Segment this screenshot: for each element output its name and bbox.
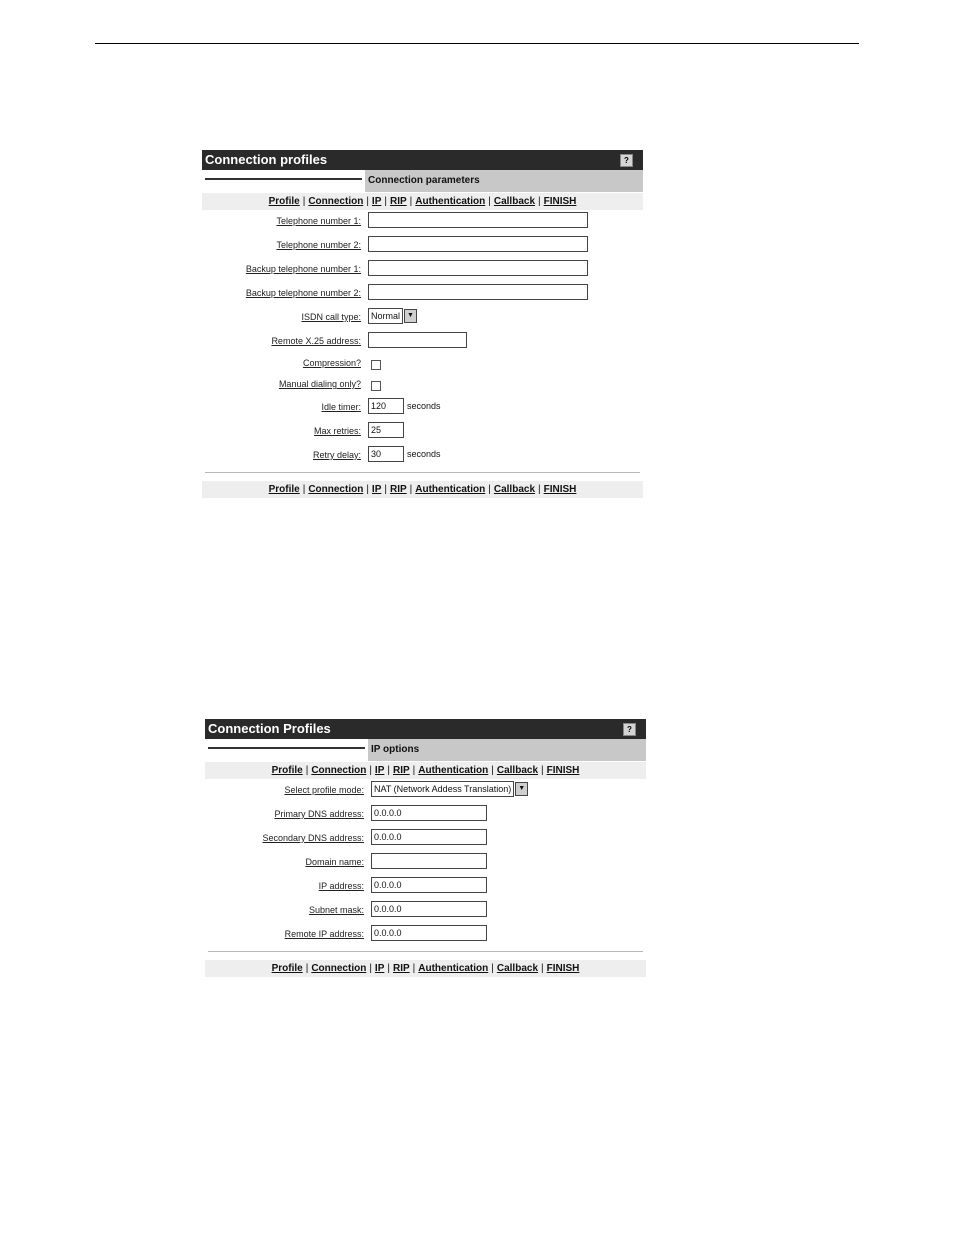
- wizard-nav-top: Profile | Connection | IP | RIP | Authentication | Callback | FINISH: [202, 193, 643, 210]
- retry-delay-input[interactable]: 30: [368, 446, 404, 462]
- page-top-rule: [95, 43, 859, 44]
- nav-profile-link[interactable]: Profile: [271, 963, 303, 974]
- isdn-call-type-row: [202, 306, 643, 330]
- panel-title-bar: [205, 719, 646, 739]
- domain-name-input[interactable]: [371, 853, 487, 869]
- nav-finish-link[interactable]: FINISH: [543, 196, 577, 207]
- nav-ip-link[interactable]: IP: [374, 963, 385, 974]
- domain-name-label: Domain name:: [305, 857, 364, 867]
- help-icon[interactable]: ?: [620, 154, 633, 167]
- secondary-dns-row: [205, 827, 646, 851]
- nav-rip-link[interactable]: RIP: [389, 196, 407, 207]
- backup-telephone-2-row: [202, 282, 643, 306]
- nav-rip-link[interactable]: RIP: [392, 963, 410, 974]
- nav-rip-link[interactable]: RIP: [392, 765, 410, 776]
- nav-authentication-link[interactable]: Authentication: [418, 765, 489, 776]
- section-header: [202, 170, 643, 192]
- nav-profile-link[interactable]: Profile: [268, 484, 300, 495]
- section-title: Connection parameters: [365, 170, 643, 192]
- telephone-1-label: Telephone number 1:: [276, 216, 361, 226]
- form-divider: [208, 951, 643, 952]
- compression-label: Compression?: [302, 358, 361, 368]
- nav-authentication-link[interactable]: Authentication: [418, 963, 489, 974]
- nav-authentication-link[interactable]: Authentication: [415, 484, 486, 495]
- nav-finish-link[interactable]: FINISH: [546, 963, 580, 974]
- idle-timer-unit: seconds: [407, 401, 441, 411]
- telephone-1-row: [202, 210, 643, 234]
- nav-callback-link[interactable]: Callback: [496, 765, 539, 776]
- nav-profile-link[interactable]: Profile: [268, 196, 300, 207]
- section-header: [205, 739, 646, 761]
- nav-callback-link[interactable]: Callback: [493, 484, 536, 495]
- secondary-dns-label: Secondary DNS address:: [262, 833, 364, 843]
- isdn-call-type-label: ISDN call type:: [301, 312, 361, 322]
- idle-timer-label: Idle timer:: [321, 402, 361, 412]
- remote-ip-input[interactable]: 0.0.0.0: [371, 925, 487, 941]
- nav-connection-link[interactable]: Connection: [311, 765, 367, 776]
- subnet-mask-input[interactable]: 0.0.0.0: [371, 901, 487, 917]
- profile-mode-label: Select profile mode:: [284, 785, 364, 795]
- remote-x25-row: [202, 330, 643, 354]
- nav-authentication-link[interactable]: Authentication: [415, 196, 486, 207]
- dropdown-arrow-icon[interactable]: ▼: [515, 782, 528, 796]
- telephone-2-label: Telephone number 2:: [276, 240, 361, 250]
- profile-mode-value: NAT (Network Addess Translation): [371, 781, 514, 797]
- help-icon[interactable]: ?: [623, 723, 636, 736]
- nav-connection-link[interactable]: Connection: [311, 963, 367, 974]
- section-title: IP options: [368, 739, 646, 761]
- backup-telephone-1-row: [202, 258, 643, 282]
- panel-title: Connection Profiles: [208, 721, 331, 736]
- profile-mode-row: [205, 779, 646, 803]
- manual-dialing-row: [202, 375, 643, 396]
- nav-profile-link[interactable]: Profile: [271, 765, 303, 776]
- telephone-2-row: [202, 234, 643, 258]
- retry-delay-row: [202, 444, 643, 468]
- primary-dns-label: Primary DNS address:: [274, 809, 364, 819]
- wizard-nav-top: Profile | Connection | IP | RIP | Authentication | Callback | FINISH: [205, 762, 646, 779]
- section-rule: [205, 178, 362, 180]
- manual-dialing-checkbox[interactable]: [371, 381, 381, 391]
- form-divider: [205, 472, 640, 473]
- nav-connection-link[interactable]: Connection: [308, 196, 364, 207]
- secondary-dns-input[interactable]: 0.0.0.0: [371, 829, 487, 845]
- ip-address-row: [205, 875, 646, 899]
- nav-finish-link[interactable]: FINISH: [546, 765, 580, 776]
- compression-checkbox[interactable]: [371, 360, 381, 370]
- ip-address-label: IP address:: [318, 881, 364, 891]
- isdn-call-type-value: Normal: [368, 308, 403, 324]
- panel-title-bar: [202, 150, 643, 170]
- backup-telephone-2-input[interactable]: [368, 284, 588, 300]
- telephone-1-input[interactable]: [368, 212, 588, 228]
- ip-options-panel: [205, 719, 646, 977]
- idle-timer-input[interactable]: 120: [368, 398, 404, 414]
- nav-finish-link[interactable]: FINISH: [543, 484, 577, 495]
- nav-ip-link[interactable]: IP: [371, 196, 382, 207]
- nav-callback-link[interactable]: Callback: [496, 963, 539, 974]
- retry-delay-label: Retry delay:: [312, 450, 361, 460]
- idle-timer-row: [202, 396, 643, 420]
- subnet-mask-row: [205, 899, 646, 923]
- nav-rip-link[interactable]: RIP: [389, 484, 407, 495]
- remote-x25-input[interactable]: [368, 332, 467, 348]
- primary-dns-input[interactable]: 0.0.0.0: [371, 805, 487, 821]
- subnet-mask-label: Subnet mask:: [308, 905, 364, 915]
- max-retries-label: Max retries:: [313, 426, 361, 436]
- backup-telephone-1-label: Backup telephone number 1:: [245, 264, 361, 274]
- wizard-nav-bottom: Profile | Connection | IP | RIP | Authentication | Callback | FINISH: [202, 481, 643, 498]
- backup-telephone-2-label: Backup telephone number 2:: [245, 288, 361, 298]
- dropdown-arrow-icon[interactable]: ▼: [404, 309, 417, 323]
- max-retries-row: [202, 420, 643, 444]
- section-rule: [208, 747, 365, 749]
- domain-name-row: [205, 851, 646, 875]
- nav-connection-link[interactable]: Connection: [308, 484, 364, 495]
- retry-delay-unit: seconds: [407, 449, 441, 459]
- isdn-call-type-select[interactable]: [368, 308, 417, 324]
- compression-row: [202, 354, 643, 375]
- max-retries-input[interactable]: 25: [368, 422, 404, 438]
- nav-ip-link[interactable]: IP: [371, 484, 382, 495]
- backup-telephone-1-input[interactable]: [368, 260, 588, 276]
- primary-dns-row: [205, 803, 646, 827]
- connection-parameters-panel: [202, 150, 643, 498]
- nav-callback-link[interactable]: Callback: [493, 196, 536, 207]
- telephone-2-input[interactable]: [368, 236, 588, 252]
- profile-mode-select[interactable]: [371, 781, 528, 797]
- nav-ip-link[interactable]: IP: [374, 765, 385, 776]
- remote-ip-row: [205, 923, 646, 947]
- remote-ip-label: Remote IP address:: [284, 929, 364, 939]
- wizard-nav-bottom: Profile | Connection | IP | RIP | Authentication | Callback | FINISH: [205, 960, 646, 977]
- manual-dialing-label: Manual dialing only?: [278, 379, 361, 389]
- ip-address-input[interactable]: 0.0.0.0: [371, 877, 487, 893]
- panel-title: Connection profiles: [205, 152, 328, 167]
- remote-x25-label: Remote X.25 address:: [271, 336, 361, 346]
